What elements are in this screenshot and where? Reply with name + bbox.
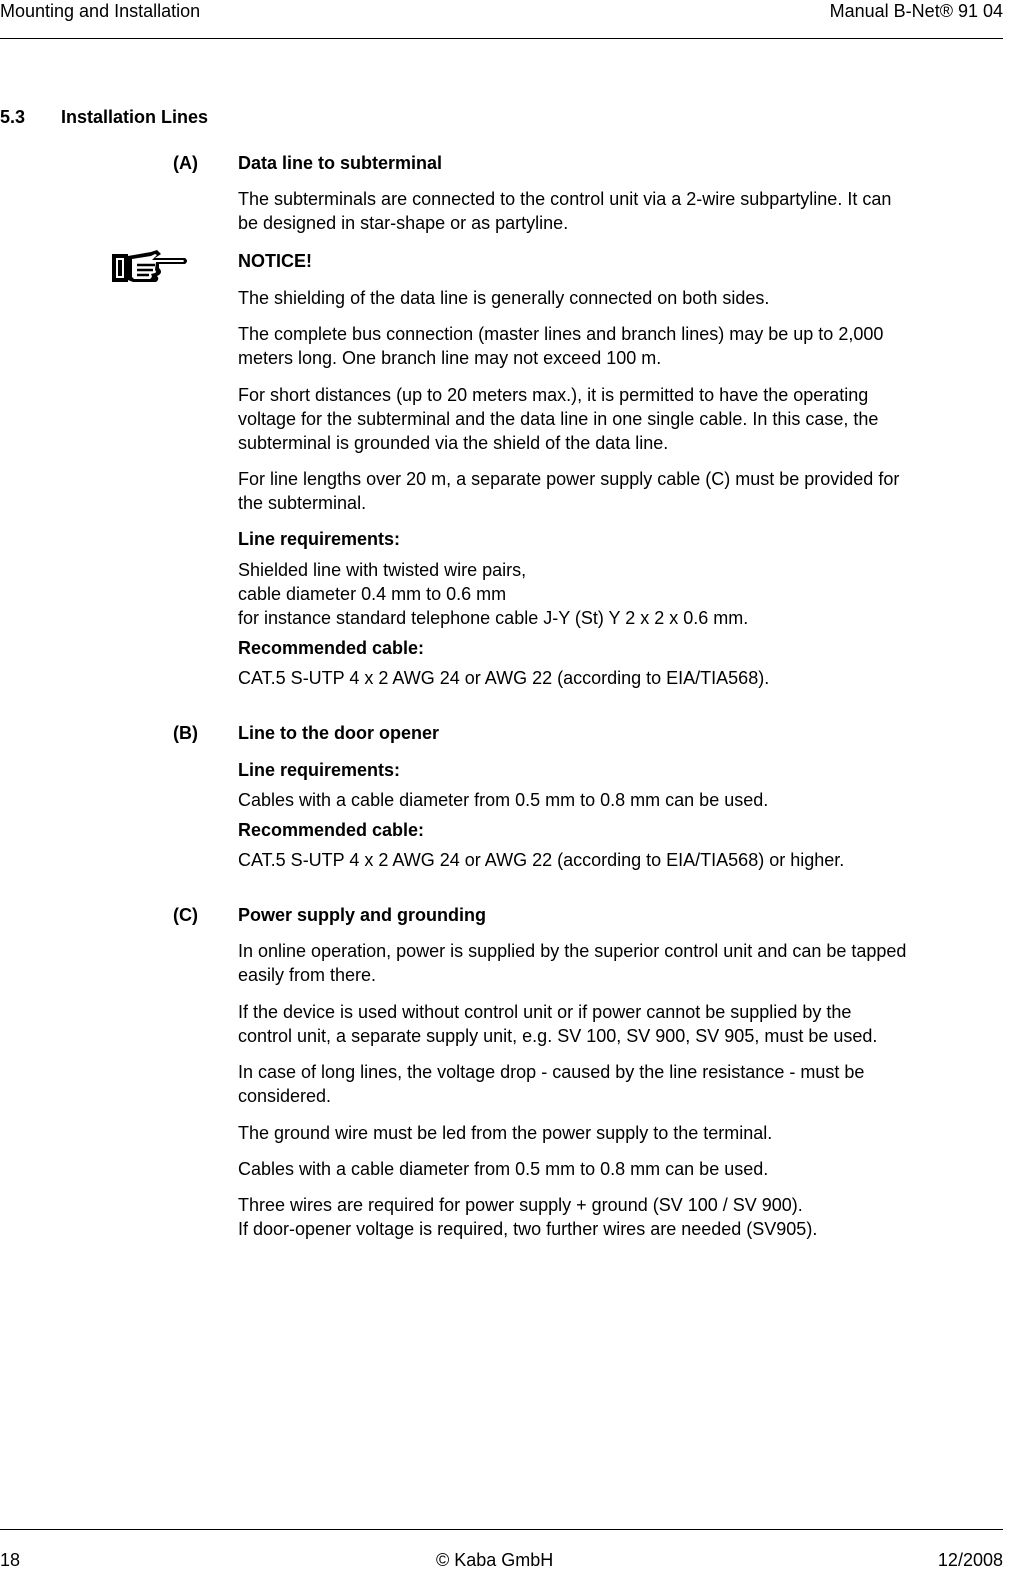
subsection-a-requirements-title: Line requirements:	[238, 529, 401, 549]
subsection-c-paragraph-3: In case of long lines, the voltage drop - caused by the line resistance - must be considered.	[238, 1062, 865, 1106]
subsection-a-label: (A)	[173, 153, 198, 173]
subsection-b-requirements: Cables with a cable diameter from 0.5 mm to 0.8 mm can be used.	[238, 790, 769, 810]
subsection-a-intro: The subterminals are connected to the control unit via a 2-wire subpartyline. It can be designed in star-shape or as partyline.	[238, 189, 892, 233]
subsection-b-recommended-title: Recommended cable:	[238, 820, 425, 840]
footer-divider	[0, 1529, 1003, 1530]
subsection-c-paragraph-5: Cables with a cable diameter from 0.5 mm to 0.8 mm can be used.	[238, 1159, 769, 1179]
subsection-a-requirements: Shielded line with twisted wire pairs, cable diameter 0.4 mm to 0.6 mm for instance standard telephone cable J-Y (St) Y 2 x 2 x 0.6 mm.	[238, 560, 749, 628]
subsection-b-label: (B)	[173, 723, 198, 743]
subsection-a-paragraph-2: The complete bus connection (master lines and branch lines) may be up to 2,000 meters long. One branch line may not exceed 100 m.	[238, 324, 884, 368]
subsection-c-title: Power supply and grounding	[238, 905, 487, 925]
notice-label: NOTICE!	[238, 251, 312, 271]
header-chapter-title: Mounting and Installation	[0, 1, 201, 21]
subsection-c-paragraph-1: In online operation, power is supplied by the superior control unit and can be tapped easily from there.	[238, 941, 907, 985]
subsection-a-paragraph-4: For line lengths over 20 m, a separate power supply cable (C) must be provided for the subterminal.	[238, 469, 900, 513]
subsection-c-paragraph-2: If the device is used without control unit or if power cannot be supplied by the control unit, a separate supply unit, e.g. SV 100, SV 900, SV 905, must be used.	[238, 1002, 878, 1046]
subsection-a-paragraph-1: The shielding of the data line is generally connected on both sides.	[238, 288, 770, 308]
section-title: Installation Lines	[61, 107, 209, 127]
footer-page-number: 18	[0, 1550, 21, 1570]
subsection-a-recommended-title: Recommended cable:	[238, 638, 425, 658]
subsection-c-label: (C)	[173, 905, 198, 925]
footer-company: © Kaba GmbH	[436, 1550, 554, 1570]
subsection-b-title: Line to the door opener	[238, 723, 439, 743]
subsection-b-recommended-cable: CAT.5 S-UTP 4 x 2 AWG 24 or AWG 22 (according to EIA/TIA568) or higher.	[238, 850, 845, 870]
subsection-a-paragraph-3: For short distances (up to 20 meters max.), it is permitted to have the operating voltage for the subterminal and the data line in one single cable. In this case, the subterminal is grounded via the shield of the data line.	[238, 385, 879, 453]
section-heading	[0, 106, 208, 128]
subsection-c-paragraph-4: The ground wire must be led from the power supply to the terminal.	[238, 1123, 773, 1143]
header-divider	[0, 38, 1003, 39]
subsection-b-requirements-title: Line requirements:	[238, 760, 401, 780]
subsection-a-recommended-cable: CAT.5 S-UTP 4 x 2 AWG 24 or AWG 22 (according to EIA/TIA568).	[238, 668, 770, 688]
pointing-hand-icon	[111, 248, 189, 288]
section-number: 5.3	[0, 107, 26, 127]
subsection-c-paragraph-6: Three wires are required for power supply + ground (SV 100 / SV 900). If door-opener voltage is required, two further wires are needed (SV905).	[238, 1195, 818, 1239]
subsection-a-title: Data line to subterminal	[238, 153, 443, 173]
footer-date: 12/2008	[937, 1550, 1003, 1570]
header-manual-title: Manual B-Net® 91 04	[829, 1, 1003, 21]
